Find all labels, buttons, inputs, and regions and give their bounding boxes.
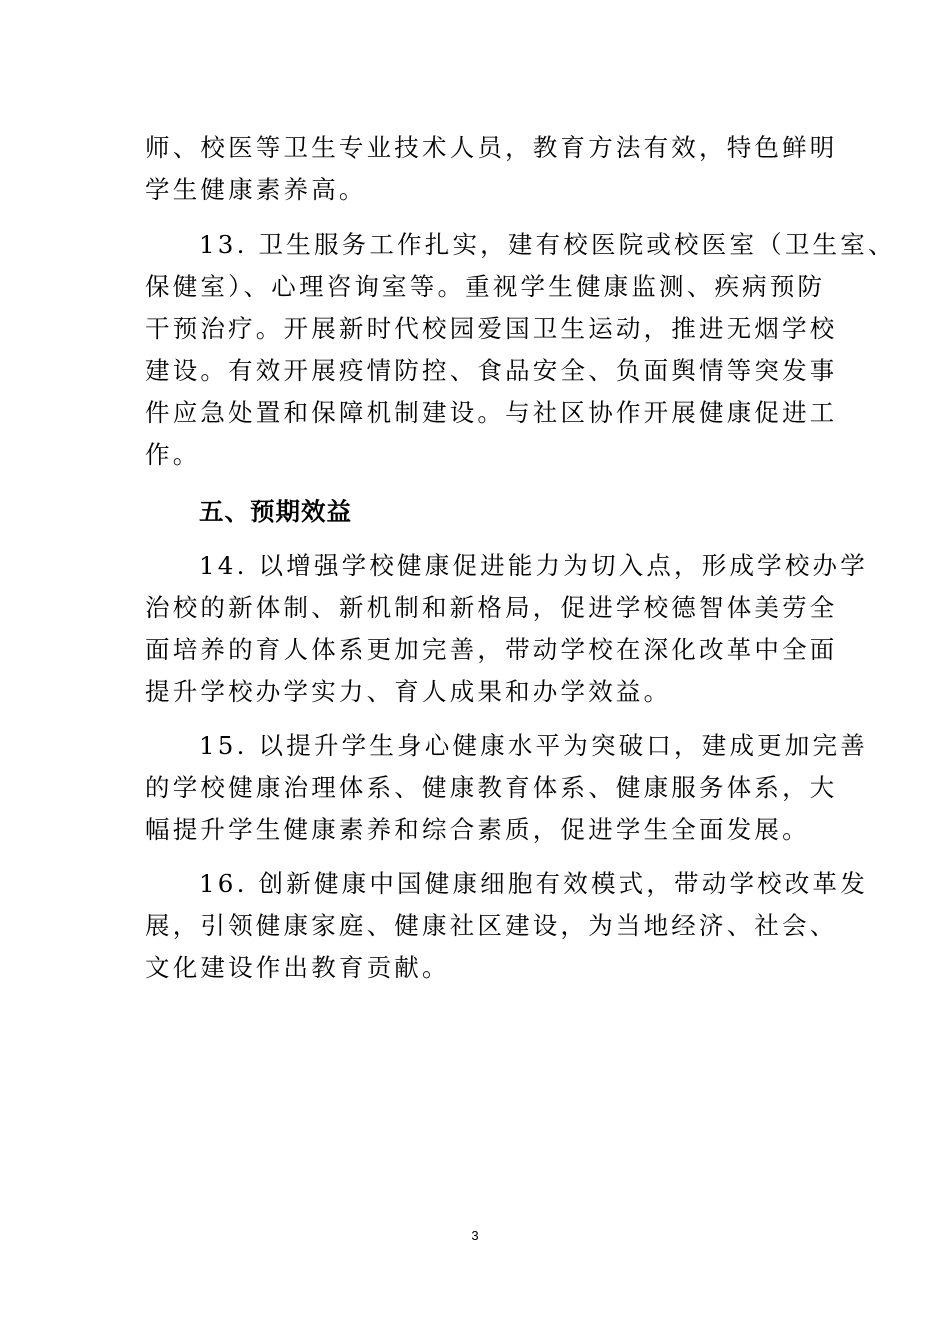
paragraph-13-line-1: 13. 卫生服务工作扎实，建有校医院或校医室（卫生室、 xyxy=(199,230,896,259)
paragraph-13-line-6: 作。 xyxy=(145,440,201,469)
page-number: 3 xyxy=(471,1228,479,1243)
paragraph-13-line-4: 建设。有效开展疫情防控、食品安全、负面舆情等突发事 xyxy=(145,356,838,385)
paragraph-14-line-4: 提升学校办学实力、育人成果和办学效益。 xyxy=(145,677,672,706)
paragraph-15-line-1: 15. 以提升学生身心健康水平为突破口，建成更加完善 xyxy=(199,731,868,760)
paragraph-14-line-3: 面培养的育人体系更加完善，带动学校在深化改革中全面 xyxy=(145,635,838,664)
paragraph-15-line-2: 的学校健康治理体系、健康教育体系、健康服务体系，大 xyxy=(145,773,838,802)
paragraph-13-line-2: 保健室）、心理咨询室等。重视学生健康监测、疾病预防 xyxy=(145,272,826,301)
paragraph-13-line-5: 件应急处置和保障机制建设。与社区协作开展健康促进工 xyxy=(145,398,838,427)
paragraph-14-line-2: 治校的新体制、新机制和新格局，促进学校德智体美劳全 xyxy=(145,593,838,622)
paragraph-14-line-1: 14. 以增强学校健康促进能力为切入点，形成学校办学 xyxy=(199,551,868,580)
paragraph-16-line-1: 16. 创新健康中国健康细胞有效模式，带动学校改革发 xyxy=(199,869,868,898)
paragraph-13-line-3: 干预治疗。开展新时代校园爱国卫生运动，推进无烟学校 xyxy=(145,314,838,343)
paragraph-15-line-3: 幅提升学生健康素养和综合素质，促进学生全面发展。 xyxy=(145,815,810,844)
paragraph-12-line-3: 学生健康素养高。 xyxy=(145,175,367,204)
paragraph-16-line-3: 文化建设作出教育贡献。 xyxy=(145,953,450,982)
section-heading: 五、预期效益 xyxy=(199,497,352,526)
paragraph-12-line-2: 师、校医等卫生专业技术人员，教育方法有效，特色鲜明 xyxy=(145,133,838,162)
paragraph-16-line-2: 展，引领健康家庭、健康社区建设，为当地经济、社会、 xyxy=(145,911,838,940)
